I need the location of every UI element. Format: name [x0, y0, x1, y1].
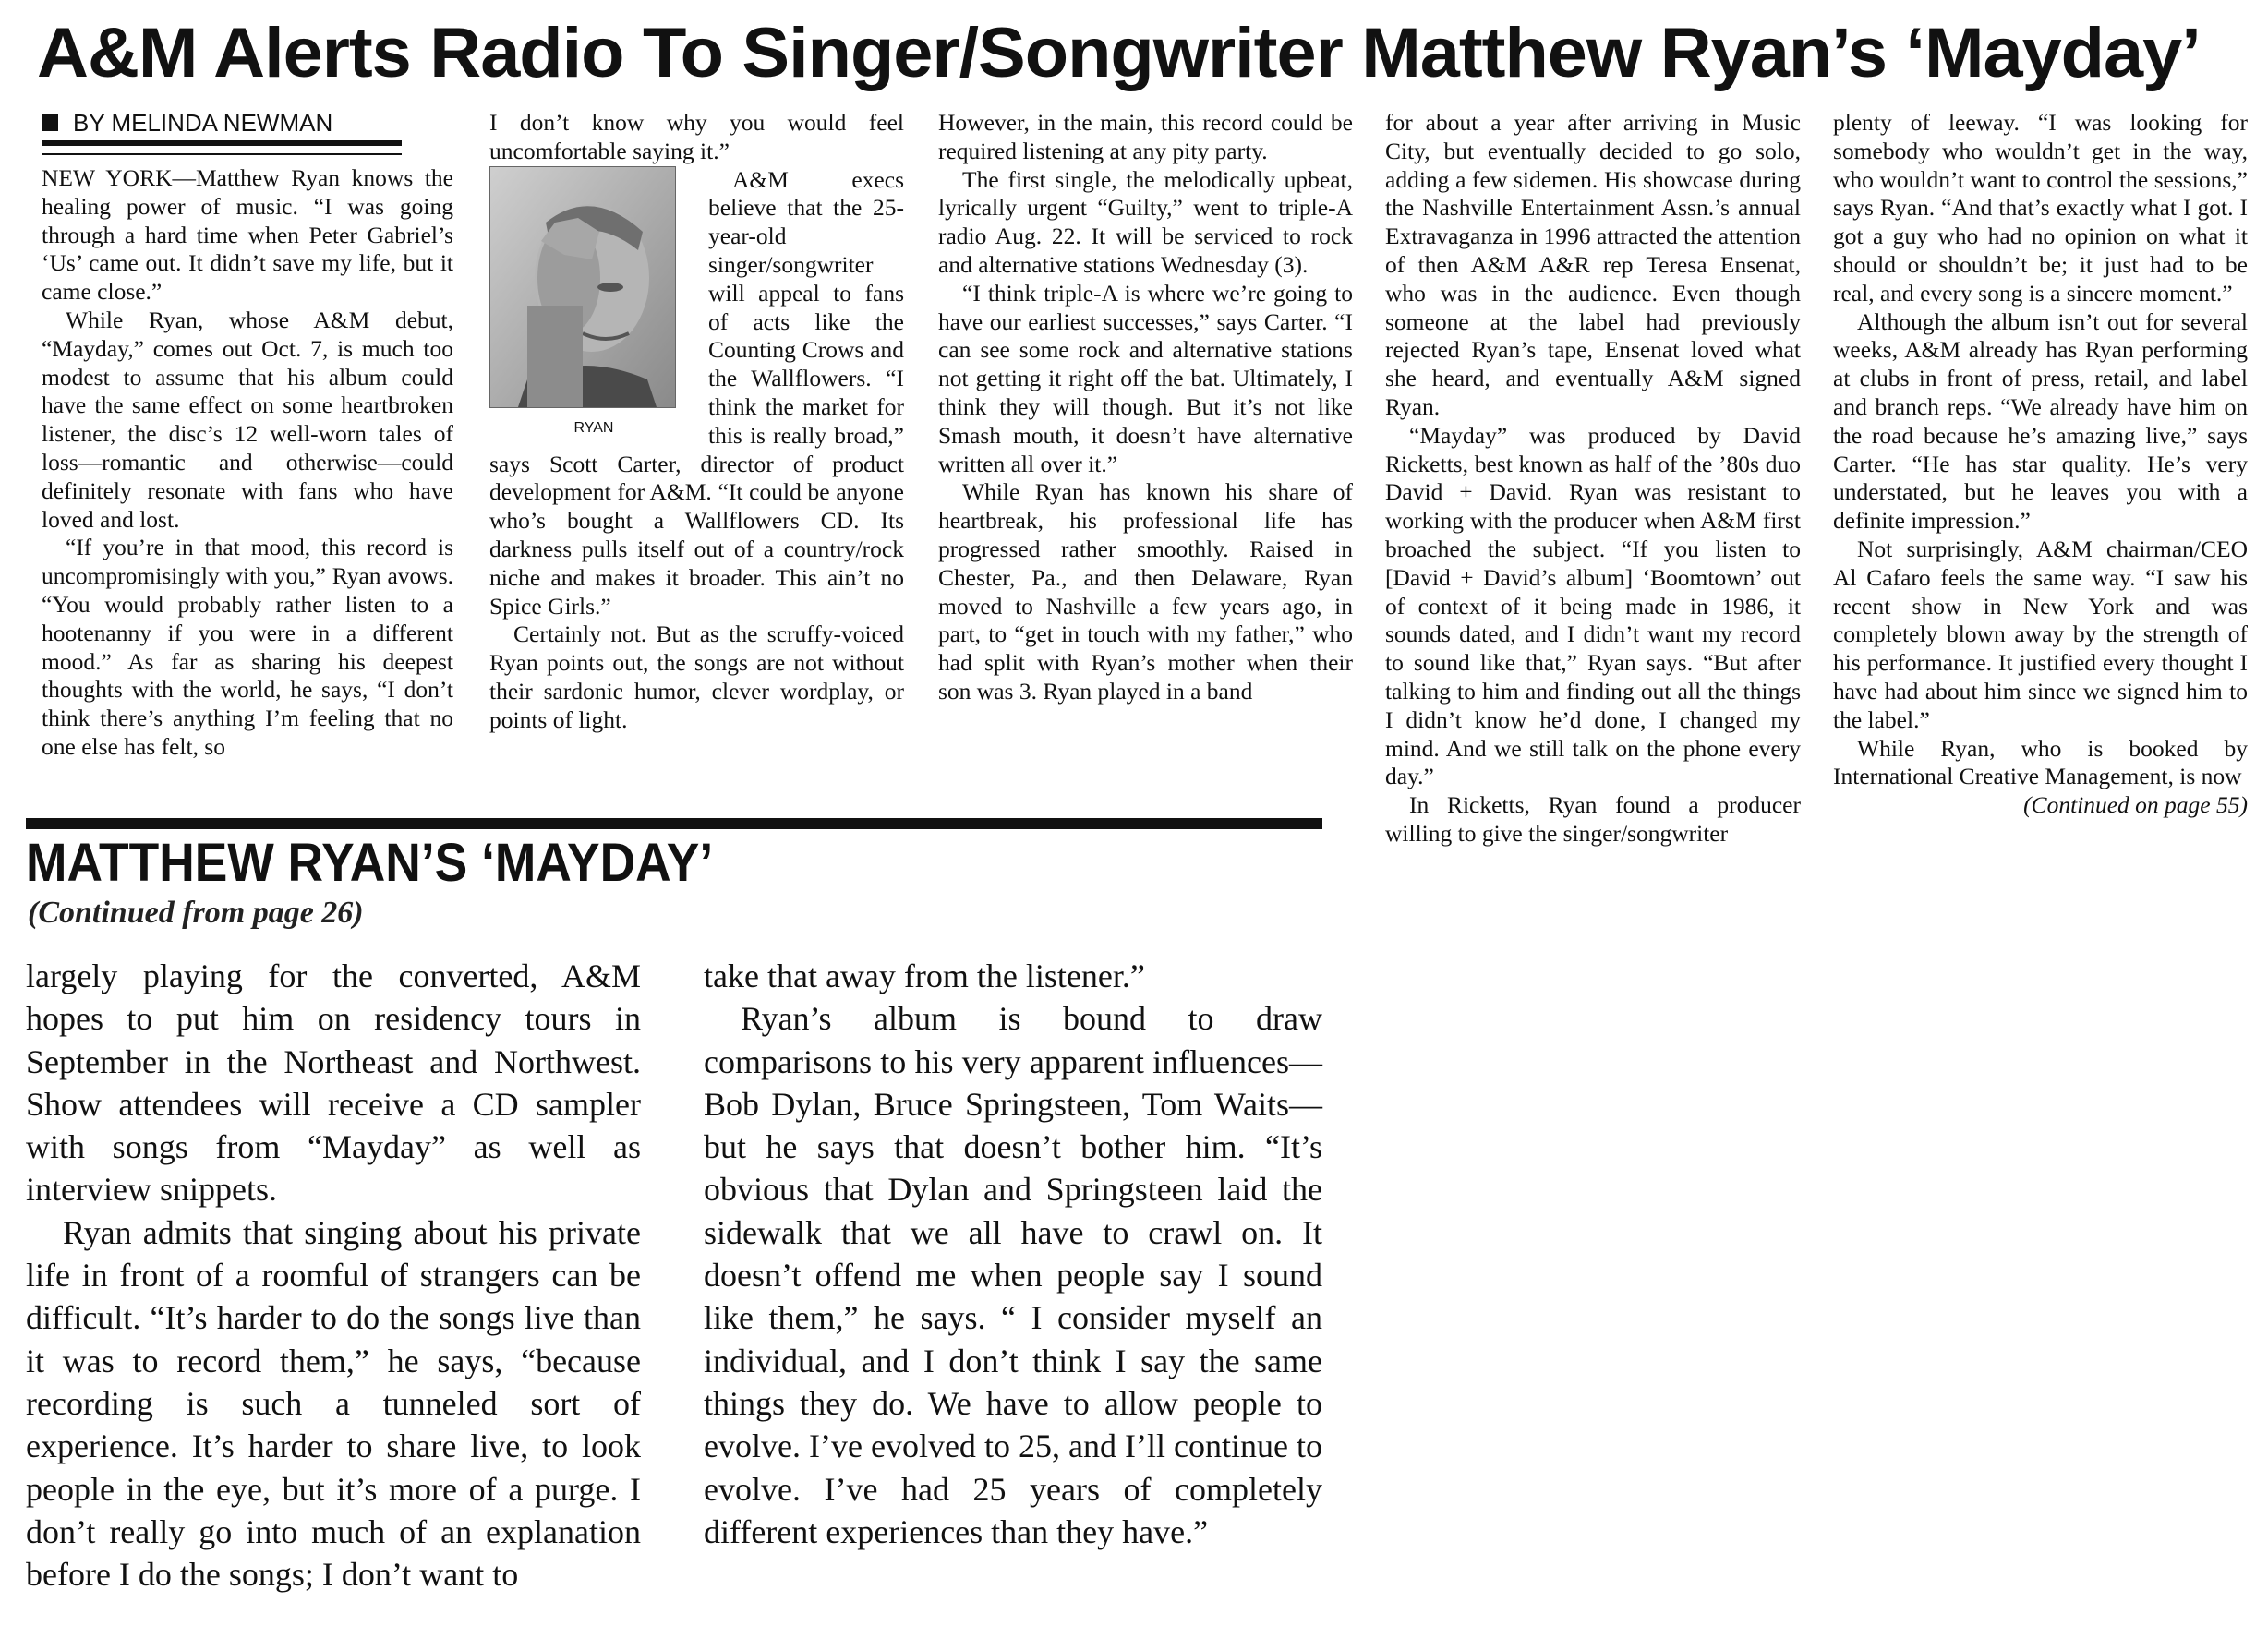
paragraph: take that away from the listener.” [704, 957, 1145, 994]
paragraph: largely playing for the converted, A&M hopes to put him on residency tours in September in the Northeast and Northwest. Show attendees will receive a CD sampler with songs from “Mayday” as well as interview snippets. [26, 957, 641, 1209]
paragraph: for about a year after arriving in Music City, but eventually decided to go solo, adding a few sidemen. His showcase during the Nashville Entertainment Assn.’s annual Extravaganza in 1996 attracted the attention of then A&M A&R rep Teresa Ensenat, who was in the audience. Even though someone at the label had previously rejected Ryan’s tape, Ensenat loved what she heard, and eventually A&M signed Ryan. [1385, 109, 1801, 420]
paragraph: Not surprisingly, A&M chairman/CEO Al Cafaro feels the same way. “I saw his recent show in New York and was completely blown away by the strength of his performance. It justified every thought I have had about him since we signed him to the label.” [1833, 535, 2248, 733]
paragraph: Certainly not. But as the scruffy-voiced Ryan points out, the songs are not without their sardonic humor, clever wordplay, or points of light. [489, 620, 904, 733]
paragraph: Ryan admits that singing about his private life in front of a roomful of strangers can be difficult. “It’s harder to do the songs live than it was to record them,” he says, “because recording is such a tunneled sort of experience. It’s harder to share live, to look people in the eye, but it’s more of a purge. I don’t really go into much of an explanation before I do the songs; I don’t want to [26, 1213, 641, 1594]
paragraph-text: A&M execs believe that the 25-year-old singer/songwriter will appeal to fans of acts like the Counting Crows and the Wallflowers. “I think the market for this is really broad,” says Scott Carter, director of product development for A&M. “It could be anyone who’s bought a Wallflowers CD. Its darkness pulls itself out of a country/rock niche and makes it broader. This ain’t no Spice Girls.” [489, 165, 904, 620]
jump-column-1 [26, 955, 641, 1596]
photo-ryan-image [489, 166, 676, 408]
paragraph: While Ryan, whose A&M debut, “Mayday,” comes out Oct. 7, is much too modest to assume that his album could have the same effect on some heartbroken listener, the disc’s 12 well-worn tales of loss—romantic and otherwise—could definitely resonate with fans who have loved and lost. [42, 306, 453, 533]
byline-rule-thick [42, 140, 402, 146]
continued-from-note: (Continued from page 26) [28, 896, 364, 930]
paragraph: I don’t know why you would feel uncomfortable saying it.” [489, 109, 904, 164]
byline-text: BY MELINDA NEWMAN [73, 109, 333, 137]
paragraph: NEW YORK—Matthew Ryan knows the healing power of music. “I was going through a hard time when Peter Gabriel’s ‘Us’ came out. It didn’t save my life, but it came close.” [42, 164, 453, 306]
photo-figure [489, 166, 697, 438]
paragraph: While Ryan, who is booked by International Creative Management, is now [1833, 734, 2248, 790]
jump-headline: MATTHEW RYAN’S ‘MAYDAY’ [26, 833, 714, 893]
article-column-3 [938, 109, 1353, 706]
article-column-1 [42, 109, 453, 762]
byline-rule-thin [42, 153, 402, 155]
paragraph: However, in the main, this record could be required listening at any pity party. [938, 109, 1353, 164]
paragraph: “I think triple-A is where we’re going to have our earliest successes,” says Carter. “I can see some rock and alternative stations not getting it right off the bat. Ultimately, I think they will though. But it’s not like Smash mouth, it doesn’t have alternative written all over it.” [938, 279, 1353, 477]
headline: A&M Alerts Radio To Singer/Songwriter Matthew Ryan’s ‘Mayday’ [37, 14, 2201, 92]
paragraph: plenty of leeway. “I was looking for somebody who wouldn’t get in the way, who wouldn’t want to control the sessions,” says Ryan. “And that’s exactly what I got. I got a guy who had no opinion on what it should or shouldn’t be; it just had to be real, and every song is a sincere moment.” [1833, 109, 2248, 307]
paragraph: Ryan’s album is bound to draw comparisons to his very apparent influences—Bob Dylan, Bruce Springsteen, Tom Waits—but he says that doesn’t bother him. “It’s obvious that Dylan and Springsteen laid the sidewalk that we all have to crawl on. It doesn’t offend me when people say I sound like them,” he says. “ I consider myself an individual, and I don’t think I say the same things they do. We have to allow people to evolve. I’ve evolved to 25, and I’ll continue to evolve. I’ve had 25 years of completely different experiences than they have.” [704, 1000, 1322, 1550]
paragraph: The first single, the melodically upbeat, lyrically urgent “Guilty,” went to triple-A radio Aug. 22. It will be serviced to rock and alternative stations Wednesday (3). [938, 165, 1353, 278]
paragraph [489, 166, 904, 621]
article-column-5 [1833, 109, 2248, 820]
article-column-4 [1385, 109, 1801, 849]
article-column-2 [489, 109, 904, 735]
photo-caption: RYAN [573, 419, 614, 436]
continued-on-note: (Continued on page 55) [2023, 791, 2248, 819]
paragraph: “If you’re in that mood, this record is uncompromisingly with you,” Ryan avows. “You would probably rather listen to a hootenanny if you were in a different mood.” As far as sharing his deepest thoughts with the world, he says, “I don’t think there’s anything I’m feeling that no one else has felt, so [42, 534, 453, 760]
jump-section-rule [26, 818, 1322, 829]
paragraph: Although the album isn’t out for several weeks, A&M already has Ryan performing at clubs in front of press, retail, and label and branch reps. “We already have him on the road because he’s amazing live,” says Carter. “He has star quality. He’s very understated, but he leaves you with a definite impression.” [1833, 307, 2248, 535]
paragraph: In Ricketts, Ryan found a producer willing to give the singer/songwriter [1385, 791, 1801, 847]
square-bullet-icon [42, 114, 58, 131]
paragraph: While Ryan has known his share of heartbreak, his professional life has progressed rather smoothly. Raised in Chester, Pa., and then Delaware, Ryan moved to Nashville a few years ago, in part, to “get in touch with my father,” who had split with Ryan’s mother when their son was 3. Ryan played in a band [938, 478, 1353, 705]
jump-column-2 [704, 955, 1322, 1553]
byline [42, 109, 453, 137]
paragraph: “Mayday” was produced by David Ricketts, best known as half of the ’80s duo David + David. Ryan was resistant to working with the producer when A&M first broached the subject. “If you listen to [David + David’s album] ‘Boomtown’ out of context of it being made in 1986, it sounds dated, and I didn’t want my record to sound like that,” Ryan says. “But after talking to him and finding out all the things I didn’t know he’d done, I changed my mind. And we still talk on the phone every day.” [1385, 421, 1801, 790]
